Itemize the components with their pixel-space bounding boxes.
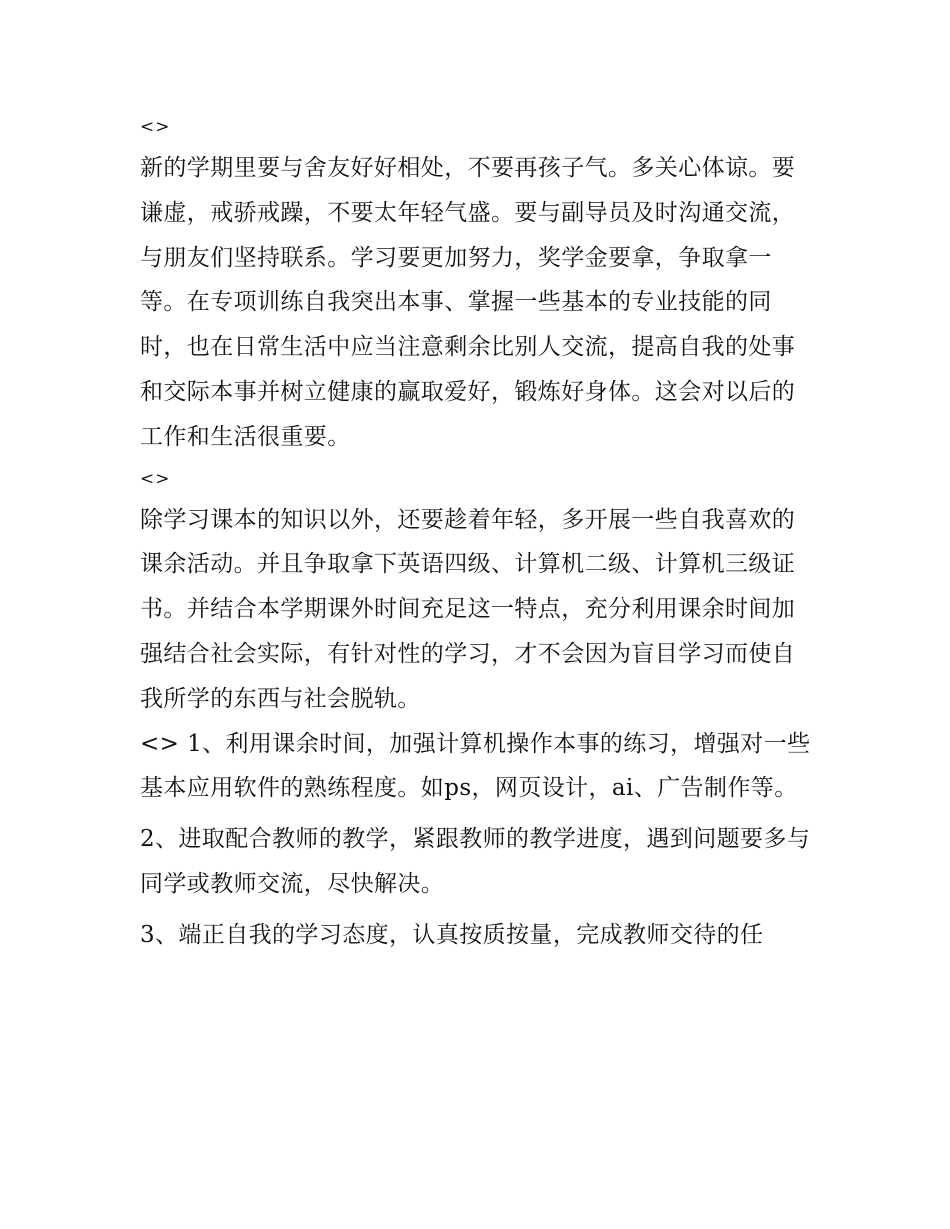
section-marker: <> bbox=[140, 730, 180, 757]
document-body bbox=[140, 108, 812, 958]
list-item-text: 3、端正自我的学习态度，认真按质按量，完成教师交待的任 bbox=[140, 921, 764, 948]
list-item-computer-skills bbox=[140, 722, 812, 812]
list-item-attitude bbox=[140, 913, 812, 958]
section-marker: <> bbox=[140, 468, 171, 489]
list-item-text: 2、进取配合教师的教学，紧跟教师的教学进度，遇到问题要多与同学或教师交流，尽快解决。 bbox=[140, 826, 811, 897]
paragraph-study-plan: 除学习课本的知识以外，还要趁着年轻，多开展一些自我喜欢的课余活动。并且争取拿下英语四级、计算机二级、计算机三级证书。并结合本学期课外时间充足这一特点，充分利用课余时间加强结合社会实际，有针对性的学习，才不会因为盲目学习而使自我所学的东西与社会脱轨。 bbox=[140, 506, 796, 712]
section-marker: <> bbox=[140, 117, 171, 137]
paragraph-dorm-life: 新的学期里要与舍友好好相处，不要再孩子气。多关心体谅。要谦虚，戒骄戒躁，不要太年轻气盛。要与副导员及时沟通交流，与朋友们坚持联系。学习要更加努力，奖学金要拿，争取拿一等。在专项训练自我突出本事、掌握一些基本的专业技能的同时，也在日常生活中应当注意剩余比别人交流，提高自我的处事和交际本事并树立健康的赢取爱好，锻炼好身体。这会对以后的工作和生活很重要。 bbox=[140, 155, 796, 450]
list-item-text: 1、利用课余时间，加强计算机操作本事的练习，增强对一些基本应用软件的熟练程度。如ps，网页设计，ai、广告制作等。 bbox=[140, 730, 811, 802]
list-item-cooperate-teacher bbox=[140, 817, 812, 907]
